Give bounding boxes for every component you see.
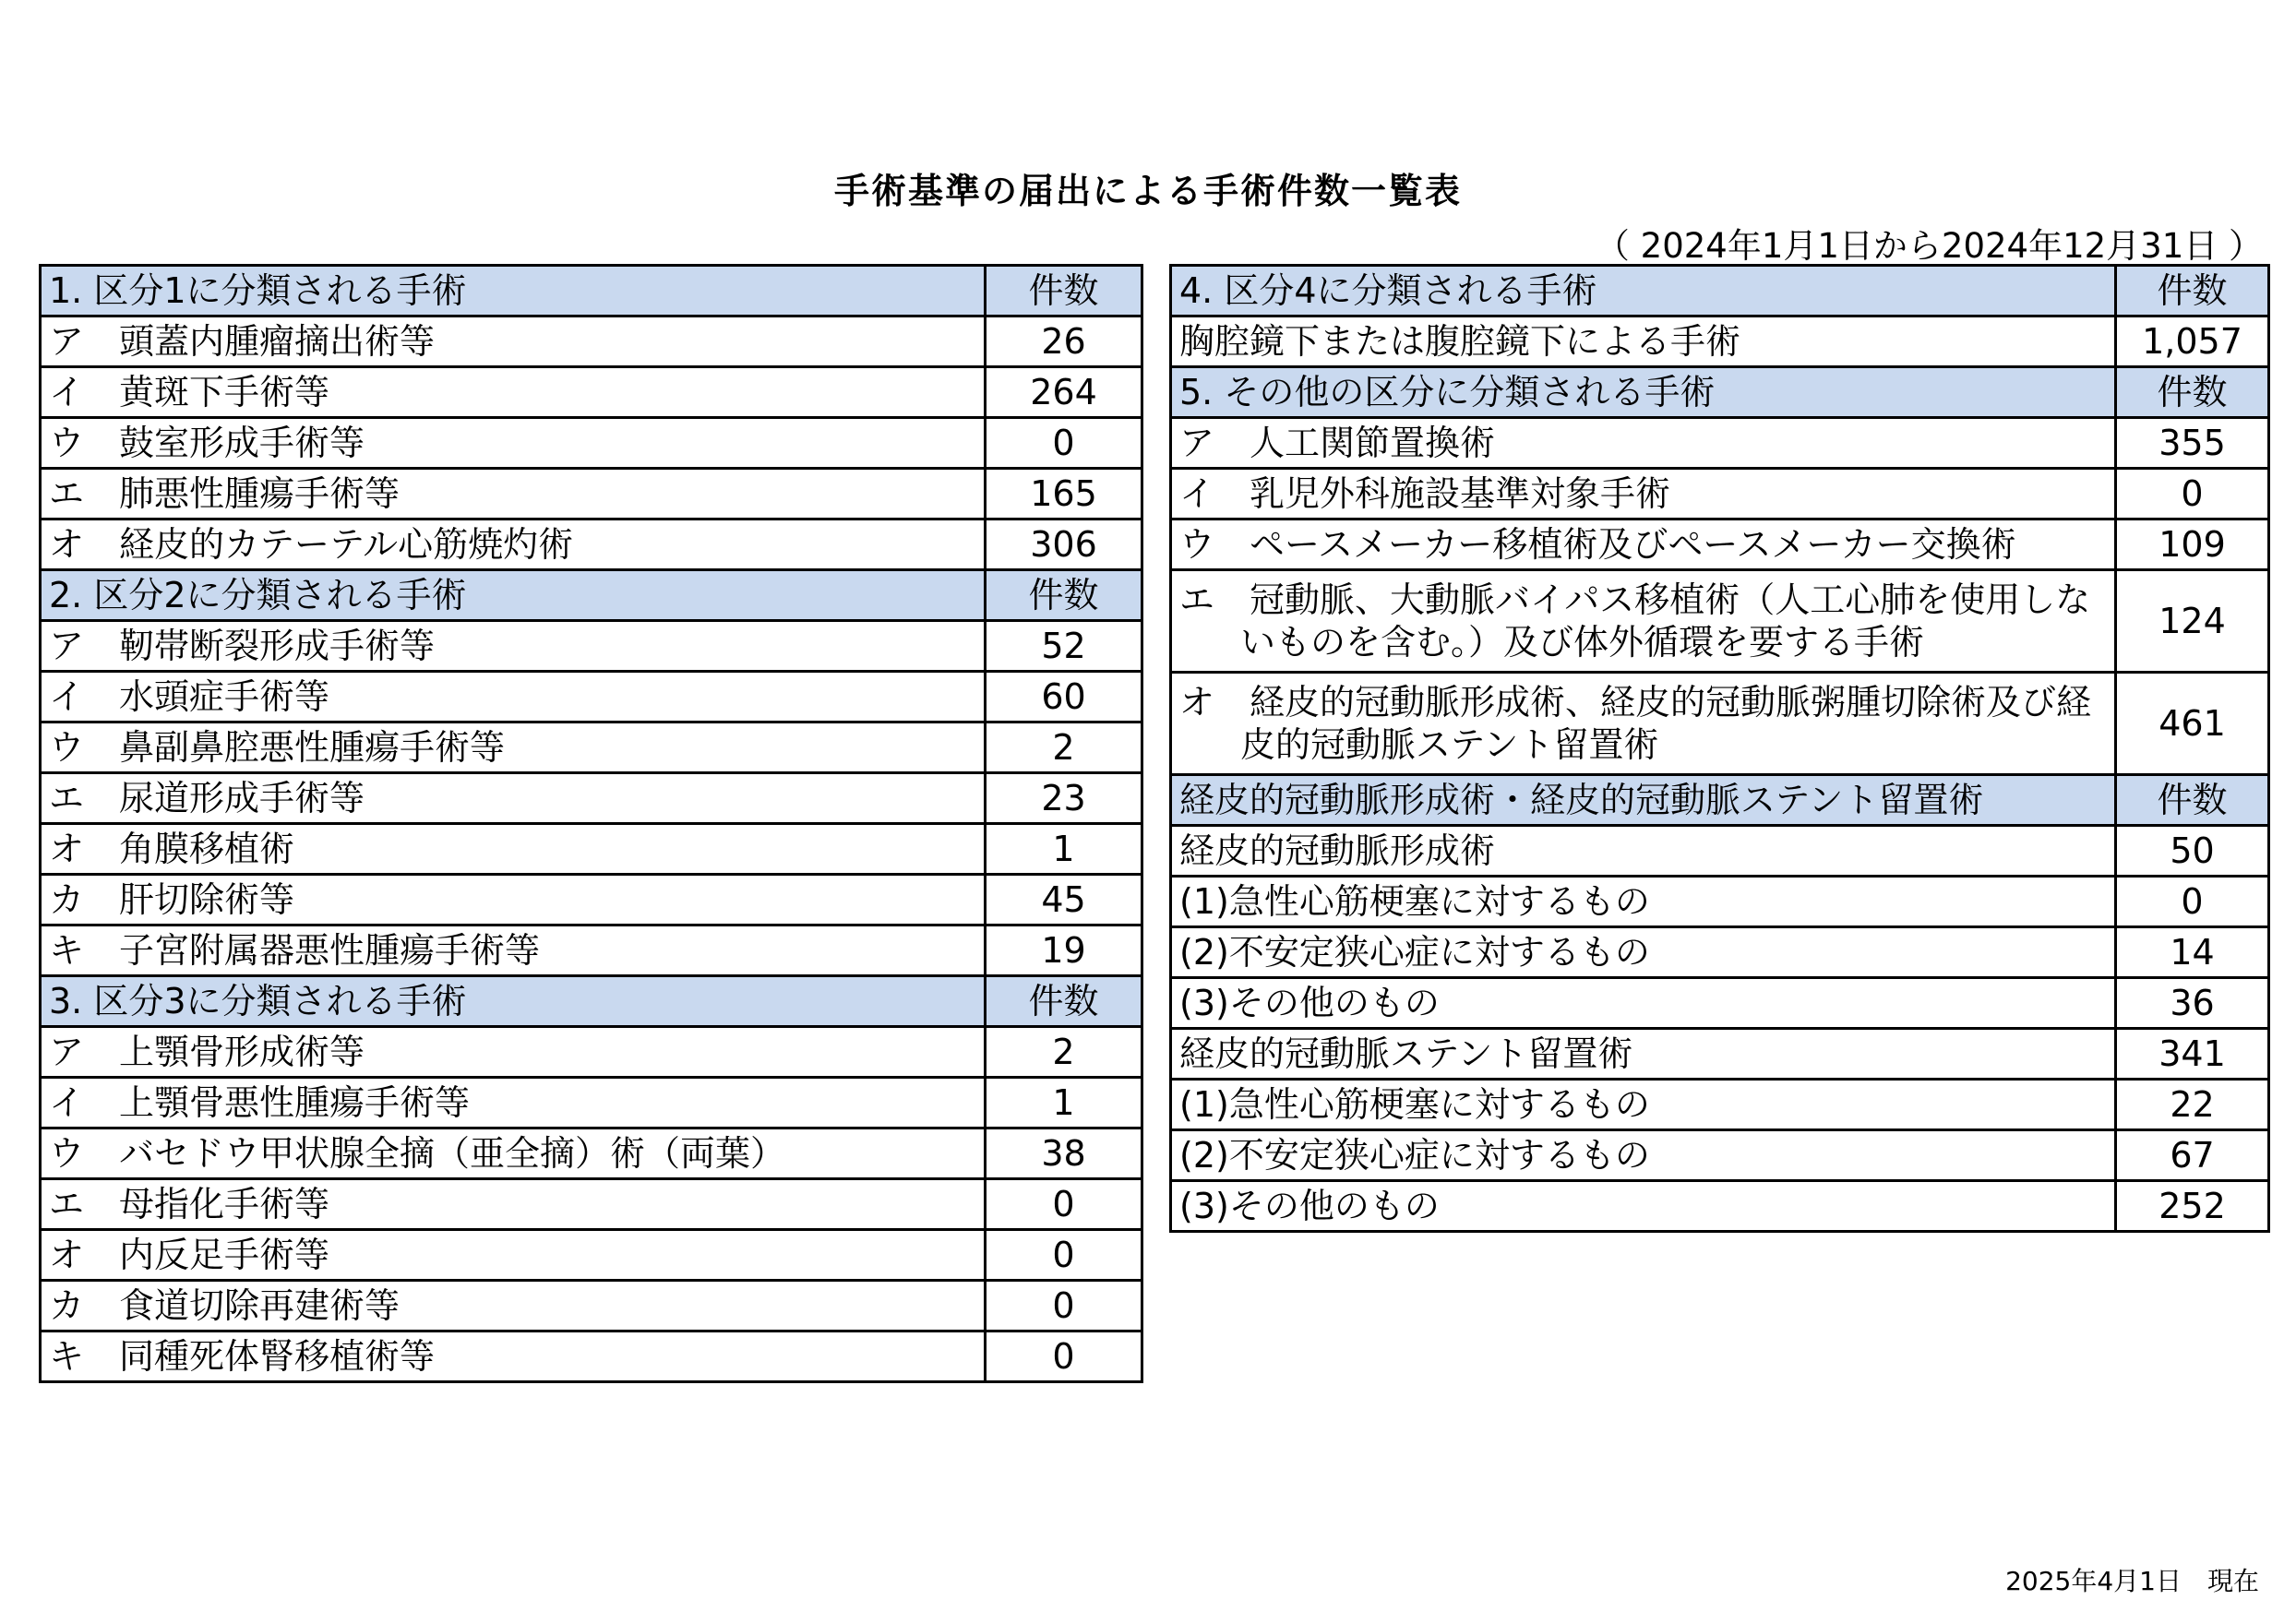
- table-row: [41, 519, 1142, 570]
- surgery-name: 経皮的冠動脈形成術: [1171, 826, 2116, 877]
- table-row: [1171, 1181, 2269, 1232]
- table-row: [41, 367, 1142, 418]
- count-column-header: 件数: [2116, 367, 2269, 418]
- table-row: [41, 1331, 1142, 1382]
- surgery-name: オ 経皮的カテーテル心筋焼灼術: [41, 519, 986, 570]
- surgery-count: 124: [2116, 570, 2269, 673]
- surgery-name: [1171, 570, 2116, 673]
- surgery-count: 67: [2116, 1130, 2269, 1181]
- surgery-name: エ 尿道形成手術等: [41, 773, 986, 824]
- section-header-row: [41, 570, 1142, 621]
- surgery-name: イ 乳児外科施設基準対象手術: [1171, 469, 2116, 519]
- surgery-name: 経皮的冠動脈ステント留置術: [1171, 1029, 2116, 1080]
- left-surgery-table: [39, 264, 1143, 1383]
- surgery-count: 306: [986, 519, 1142, 570]
- surgery-count: 1: [986, 824, 1142, 875]
- table-row: [1171, 570, 2269, 673]
- surgery-name: オ 角膜移植術: [41, 824, 986, 875]
- surgery-name: ウ ペースメーカー移植術及びペースメーカー交換術: [1171, 519, 2116, 570]
- table-row: [41, 1078, 1142, 1128]
- table-row: [41, 722, 1142, 773]
- table-row: [1171, 469, 2269, 519]
- table-row: [41, 316, 1142, 367]
- surgery-name: (3)その他のもの: [1171, 978, 2116, 1029]
- period-range: （ 2024年1月1日から2024年12月31日 ）: [1595, 226, 2263, 266]
- surgery-count: 36: [2116, 978, 2269, 1029]
- table-row: [41, 925, 1142, 976]
- surgery-count: 252: [2116, 1181, 2269, 1232]
- right-surgery-table: [1169, 264, 2270, 1233]
- table-row: [1171, 519, 2269, 570]
- surgery-name: イ 水頭症手術等: [41, 672, 986, 722]
- surgery-count: 264: [986, 367, 1142, 418]
- count-column-header: 件数: [2116, 775, 2269, 826]
- section-header: 4. 区分4に分類される手術: [1171, 266, 2116, 316]
- table-row: [1171, 877, 2269, 927]
- as-of-date: 2025年4月1日 現在: [2005, 1566, 2259, 1596]
- table-row: [41, 672, 1142, 722]
- surgery-name: ア 靭帯断裂形成手術等: [41, 621, 986, 672]
- surgery-count: 0: [2116, 877, 2269, 927]
- surgery-count: 355: [2116, 418, 2269, 469]
- surgery-name-text: エ 冠動脈、大動脈バイパス移植術（人工心肺を使用しないものを含む。）及び体外循環を要する手術: [1179, 579, 2091, 663]
- surgery-name: ア 人工関節置換術: [1171, 418, 2116, 469]
- surgery-count: 165: [986, 469, 1142, 519]
- table-row: [41, 824, 1142, 875]
- surgery-name: 胸腔鏡下または腹腔鏡下による手術: [1171, 316, 2116, 367]
- table-row: [1171, 673, 2269, 775]
- table-row: [41, 773, 1142, 824]
- surgery-count: 0: [986, 1281, 1142, 1331]
- table-row: [41, 1230, 1142, 1281]
- surgery-count: 0: [986, 1179, 1142, 1230]
- table-row: [41, 621, 1142, 672]
- table-row: [41, 418, 1142, 469]
- surgery-count: 341: [2116, 1029, 2269, 1080]
- section-header: 経皮的冠動脈形成術・経皮的冠動脈ステント留置術: [1171, 775, 2116, 826]
- page-title: 手術基準の届出による手術件数一覧表: [833, 171, 1462, 211]
- table-row: [41, 1128, 1142, 1179]
- surgery-count: 26: [986, 316, 1142, 367]
- surgery-count: 0: [986, 1331, 1142, 1382]
- table-row: [41, 1179, 1142, 1230]
- surgery-name: キ 子宮附属器悪性腫瘍手術等: [41, 925, 986, 976]
- surgery-count: 0: [986, 1230, 1142, 1281]
- surgery-name: ア 頭蓋内腫瘤摘出術等: [41, 316, 986, 367]
- surgery-name: ウ バセドウ甲状腺全摘（亜全摘）術（両葉）: [41, 1128, 986, 1179]
- surgery-name: (1)急性心筋梗塞に対するもの: [1171, 877, 2116, 927]
- section-header-row: [1171, 367, 2269, 418]
- surgery-name-text: オ 経皮的冠動脈形成術、経皮的冠動脈粥腫切除術及び経皮的冠動脈ステント留置術: [1179, 682, 2092, 765]
- surgery-name: キ 同種死体腎移植術等: [41, 1331, 986, 1382]
- table-row: [1171, 927, 2269, 978]
- count-column-header: 件数: [986, 266, 1142, 316]
- surgery-count: 14: [2116, 927, 2269, 978]
- surgery-count: 109: [2116, 519, 2269, 570]
- surgery-count: 38: [986, 1128, 1142, 1179]
- surgery-count: 19: [986, 925, 1142, 976]
- table-row: [1171, 1029, 2269, 1080]
- table-row: [41, 875, 1142, 925]
- surgery-count: 2: [986, 722, 1142, 773]
- surgery-name: (2)不安定狭心症に対するもの: [1171, 1130, 2116, 1181]
- surgery-name: [1171, 673, 2116, 775]
- surgery-name: カ 肝切除術等: [41, 875, 986, 925]
- surgery-count: 0: [2116, 469, 2269, 519]
- section-header: 2. 区分2に分類される手術: [41, 570, 986, 621]
- section-header-row: [41, 266, 1142, 316]
- table-row: [41, 1281, 1142, 1331]
- table-row: [1171, 1080, 2269, 1130]
- surgery-name: カ 食道切除再建術等: [41, 1281, 986, 1331]
- section-header: 3. 区分3に分類される手術: [41, 976, 986, 1027]
- table-row: [41, 1027, 1142, 1078]
- section-header-row: [1171, 266, 2269, 316]
- surgery-name: エ 母指化手術等: [41, 1179, 986, 1230]
- table-row: [1171, 418, 2269, 469]
- surgery-count: 0: [986, 418, 1142, 469]
- surgery-count: 1: [986, 1078, 1142, 1128]
- table-row: [1171, 826, 2269, 877]
- surgery-name: ウ 鼓室形成手術等: [41, 418, 986, 469]
- surgery-count: 461: [2116, 673, 2269, 775]
- table-row: [1171, 978, 2269, 1029]
- surgery-name: (3)その他のもの: [1171, 1181, 2116, 1232]
- surgery-name: イ 黄斑下手術等: [41, 367, 986, 418]
- surgery-count: 2: [986, 1027, 1142, 1078]
- table-row: [1171, 1130, 2269, 1181]
- surgery-count: 1,057: [2116, 316, 2269, 367]
- surgery-name: イ 上顎骨悪性腫瘍手術等: [41, 1078, 986, 1128]
- table-row: [41, 469, 1142, 519]
- surgery-name: ア 上顎骨形成術等: [41, 1027, 986, 1078]
- surgery-name: (2)不安定狭心症に対するもの: [1171, 927, 2116, 978]
- table-row: [1171, 316, 2269, 367]
- section-header: 5. その他の区分に分類される手術: [1171, 367, 2116, 418]
- surgery-name: (1)急性心筋梗塞に対するもの: [1171, 1080, 2116, 1130]
- surgery-count: 52: [986, 621, 1142, 672]
- surgery-count: 60: [986, 672, 1142, 722]
- surgery-name: ウ 鼻副鼻腔悪性腫瘍手術等: [41, 722, 986, 773]
- surgery-name: エ 肺悪性腫瘍手術等: [41, 469, 986, 519]
- section-header-row: [41, 976, 1142, 1027]
- surgery-count: 23: [986, 773, 1142, 824]
- section-header: 1. 区分1に分類される手術: [41, 266, 986, 316]
- surgery-count: 45: [986, 875, 1142, 925]
- surgery-count: 22: [2116, 1080, 2269, 1130]
- count-column-header: 件数: [986, 976, 1142, 1027]
- count-column-header: 件数: [2116, 266, 2269, 316]
- surgery-count: 50: [2116, 826, 2269, 877]
- surgery-name: オ 内反足手術等: [41, 1230, 986, 1281]
- section-header-row: [1171, 775, 2269, 826]
- count-column-header: 件数: [986, 570, 1142, 621]
